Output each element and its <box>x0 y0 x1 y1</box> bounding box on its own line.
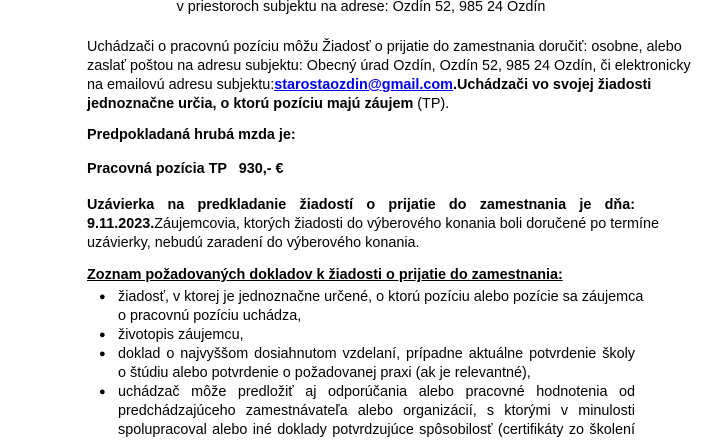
wage-heading: Predpokladaná hrubá mzda je: <box>87 127 296 143</box>
paragraph-line: Uchádzači o pracovnú pozíciu môžu Žiadosť o prijatie do zamestnania doručiť: osobne, alebo <box>87 39 682 55</box>
list-item: o štúdiu alebo potvrdenie o požadovanej praxi (ak je relevantné), <box>118 365 531 381</box>
list-item: o pracovnú pozíciu uchádza, <box>118 308 302 324</box>
wage-value: Pracovná pozícia TP 930,- € <box>87 161 284 177</box>
bullet-icon: ● <box>99 329 106 341</box>
list-heading: Zoznam požadovaných dokladov k žiadosti o prijatie do zamestnania: <box>87 267 563 283</box>
bullet-icon: ● <box>99 348 106 360</box>
deadline-date: 9.11.2023. <box>87 216 155 232</box>
paragraph-line: zaslať poštou na adresu subjektu: Obecný úrad Ozdín, Ozdín 52, 985 24 Ozdín, či elektronicky <box>87 58 691 74</box>
paragraph-text: Záujemcovia, ktorých žiadosti do výberového konania boli doručené po termíne <box>154 216 659 232</box>
paragraph-text: .Uchádzači vo svojej žiadosti <box>452 77 652 93</box>
paragraph-line <box>87 76 652 95</box>
deadline-line: Uzávierka na predkladanie žiadostí o prijatie do zamestnania je dňa: <box>87 197 635 213</box>
list-item: životopis záujemcu, <box>118 327 244 343</box>
list-item: uchádzač môže predložiť aj odporúčania alebo pracovné hodnotenia od <box>118 384 635 400</box>
bullet-icon: ● <box>99 291 106 303</box>
list-item: spolupracoval alebo iné doklady potvrdzujúce spôsobilosť (certifikáty zo školení <box>118 422 635 438</box>
list-item: doklad o najvyššom dosiahnutom vzdelaní, prípadne aktuálne potvrdenie školy <box>118 346 635 362</box>
paragraph-text: (TP). <box>413 96 450 112</box>
deadline-line: uzávierky, nebudú zaradení do výberového konania. <box>87 235 420 251</box>
paragraph-line <box>87 95 635 114</box>
email-link[interactable]: starostaozdin@gmail.com <box>274 77 453 93</box>
list-item: predchádzajúceho zamestnávateľa alebo organizácií, s ktorými v minulosti <box>118 403 635 419</box>
paragraph-text: na emailovú adresu subjektu: <box>87 77 275 93</box>
bullet-icon: ● <box>99 386 106 398</box>
address-line: v priestoroch subjektu na adrese: Ozdín 52, 985 24 Ozdín <box>176 0 546 15</box>
list-item: žiadosť, v ktorej je jednoznačne určené, o ktorú pozíciu alebo pozície sa záujemca <box>118 289 644 305</box>
deadline-line <box>87 215 659 234</box>
paragraph-text: jednoznačne určia, o ktorú pozíciu majú záujem <box>87 96 414 112</box>
